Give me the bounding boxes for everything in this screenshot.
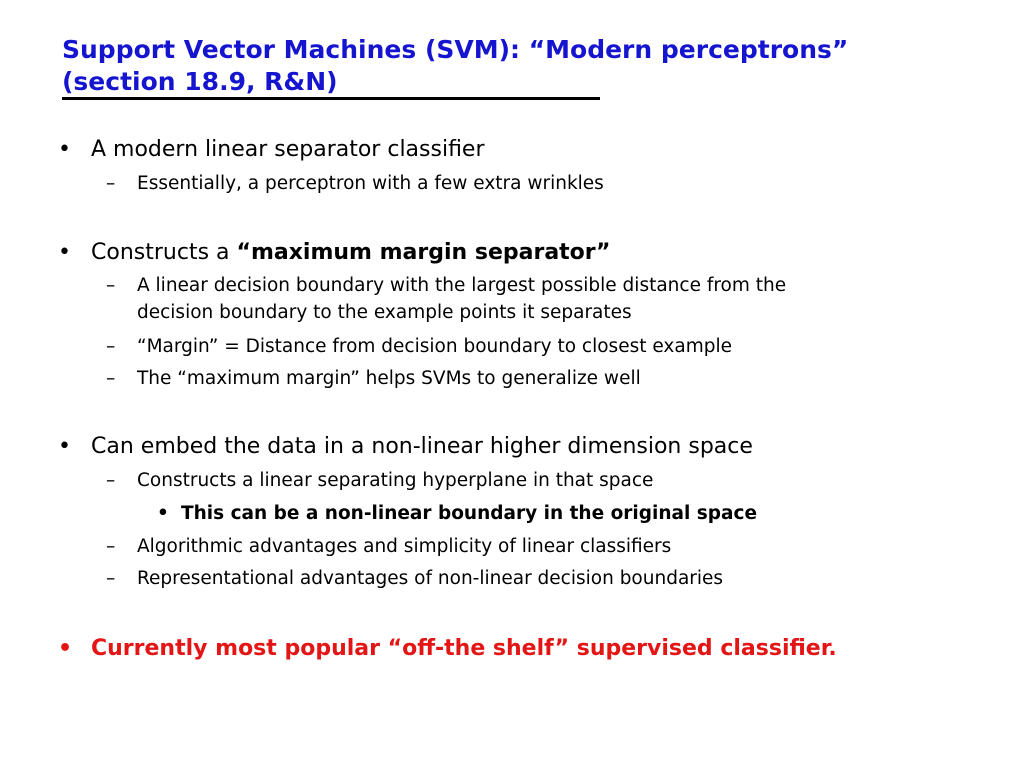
bullet-marker: • (58, 636, 73, 661)
bullet-1: A modern linear separator classifier (91, 137, 485, 162)
bullet-4-highlight: Currently most popular “off-the shelf” supervised classifier. (91, 636, 837, 661)
bullet-marker: • (58, 137, 71, 162)
title-line-1: Support Vector Machines (SVM): “Modern perceptrons” (62, 35, 849, 64)
bullet-2-sub-2: “Margin” = Distance from decision boundary to closest example (137, 336, 732, 357)
bullet-1-sub-1: Essentially, a perceptron with a few extra wrinkles (137, 173, 604, 194)
title-line-2: (section 18.9, R&N) (62, 67, 600, 100)
bullet-2-bold: “maximum margin separator” (236, 240, 611, 265)
bullet-2 (91, 240, 611, 265)
bullet-3-sub-3: Representational advantages of non-linear decision boundaries (137, 568, 724, 589)
bullet-2-sub-1-line-1: A linear decision boundary with the largest possible distance from the (137, 275, 787, 296)
dash-marker: – (106, 336, 116, 357)
bullet-3-sub-1: Constructs a linear separating hyperplane in that space (137, 470, 654, 491)
bullet-2-sub-3: The “maximum margin” helps SVMs to generalize well (137, 368, 641, 389)
bullet-marker: • (157, 503, 169, 524)
dash-marker: – (106, 173, 116, 194)
dash-marker: – (106, 568, 116, 589)
bullet-2-sub-1-line-2: decision boundary to the example points it separates (137, 302, 632, 323)
bullet-3: Can embed the data in a non-linear higher dimension space (91, 434, 753, 459)
bullet-3-sub-2: Algorithmic advantages and simplicity of linear classifiers (137, 536, 672, 557)
bullet-marker: • (58, 240, 71, 265)
bullet-2-prefix: Constructs a (91, 240, 237, 265)
bullet-3-sub-1-sub-1: This can be a non-linear boundary in the original space (181, 503, 758, 524)
dash-marker: – (106, 536, 116, 557)
dash-marker: – (106, 368, 116, 389)
dash-marker: – (106, 470, 116, 491)
dash-marker: – (106, 275, 116, 296)
bullet-marker: • (58, 434, 71, 459)
